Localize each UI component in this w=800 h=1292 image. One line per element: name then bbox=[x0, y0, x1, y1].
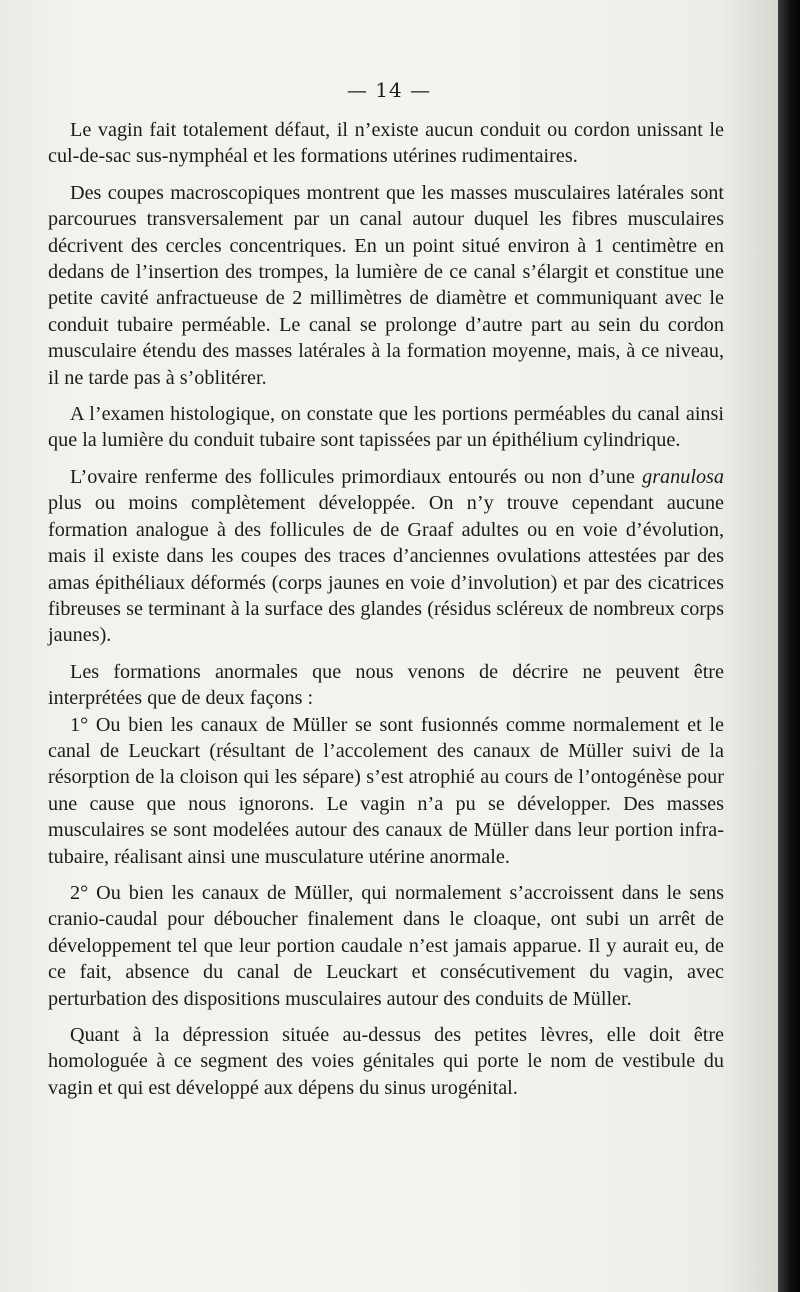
ovaire-text-end: plus ou moins complètement développée. On n’y trouve cependant aucune formation analogue à des follicules de de Graaf adultes ou en voie d’évolution, mais il existe dans les coupes des traces d’anciennes ovulations attestées par des amas épithéliaux déformés (corps jaunes en voie d’involution) et par des cicatrices fibreuses se terminant à la surface des glandes (résidus scléreux de nombreux corps jaunes). bbox=[48, 492, 724, 647]
paragraph-ovaire bbox=[48, 464, 724, 649]
paragraph-vestibule: Quant à la dépression située au-dessus des petites lèvres, elle doit être homologuée à ce segment des voies génitales qui porte le nom de vestibule du vagin et qui est développé aux dépens du sinus urogénital. bbox=[48, 1024, 724, 1099]
page-number: — 14 — bbox=[346, 78, 432, 102]
paragraph-coupes-macroscopiques: Des coupes macroscopiques montrent que les masses musculaires latérales sont parcourues transversalement par un canal autour duquel les fibres musculaires décrivent des cercles concentriques. En un point situé environ à 1 centimètre en dedans de l’insertion des trompes, la lumière de ce canal s’élargit et constitue une petite cavité anfractueuse de 2 millimètres de diamètre et communiquant avec le conduit tubaire perméable. Le canal se prolonge d’autre part au sein du cordon musculaire étendu des masses latérales à la formation moyenne, mais, à ce niveau, il ne tarde pas à s’oblitérer. bbox=[48, 181, 724, 389]
paragraph-examen-histologique: A l’examen histologique, on constate que les portions perméables du canal ainsi que la lumière du conduit tubaire sont tapissées par un épithélium cylindrique. bbox=[48, 403, 724, 452]
body-text bbox=[48, 117, 724, 1101]
paragraph-absence-vagin: Le vagin fait totalement défaut, il n’existe aucun conduit ou cordon unissant le cul-de-sac sus-nymphéal et les formations utérines rudimentaires. bbox=[48, 119, 724, 168]
paragraph-hypothese-1: 1° Ou bien les canaux de Müller se sont fusionnés comme normalement et le canal de Leuckart (résultant de l’accolement des canaux de Müller suivi de la résorption de la cloison qui les sépare) s’est atrophié au cours de l’ontogénèse pour une cause que nous ignorons. Le vagin n’a pu se développer. Des masses musculaires se sont modelées autour des canaux de Müller dans leur portion infra-tubaire, réalisant ainsi une musculature utérine anormale. bbox=[48, 713, 724, 868]
ovaire-text-start: L’ovaire renferme des follicules primordiaux entourés ou non d’une bbox=[70, 465, 643, 488]
granulosa-term: granulosa bbox=[642, 465, 724, 488]
paragraph-hypothese-2: 2° Ou bien les canaux de Müller, qui normalement s’accroissent dans le sens cranio-caudal pour déboucher finalement dans le cloaque, ont subi un arrêt de développement tel que leur portion caudale n’est jamais apparue. Il y aurait eu, de ce fait, absence du canal de Leuckart et consécutivement du vagin, avec perturbation des dispositions musculaires autour des conduits de Müller. bbox=[48, 881, 724, 1010]
scan-dark-edge bbox=[778, 0, 800, 1292]
paragraph-interpretations-intro: Les formations anormales que nous venons de décrire ne peuvent être interprétées que de deux façons : bbox=[48, 660, 724, 710]
